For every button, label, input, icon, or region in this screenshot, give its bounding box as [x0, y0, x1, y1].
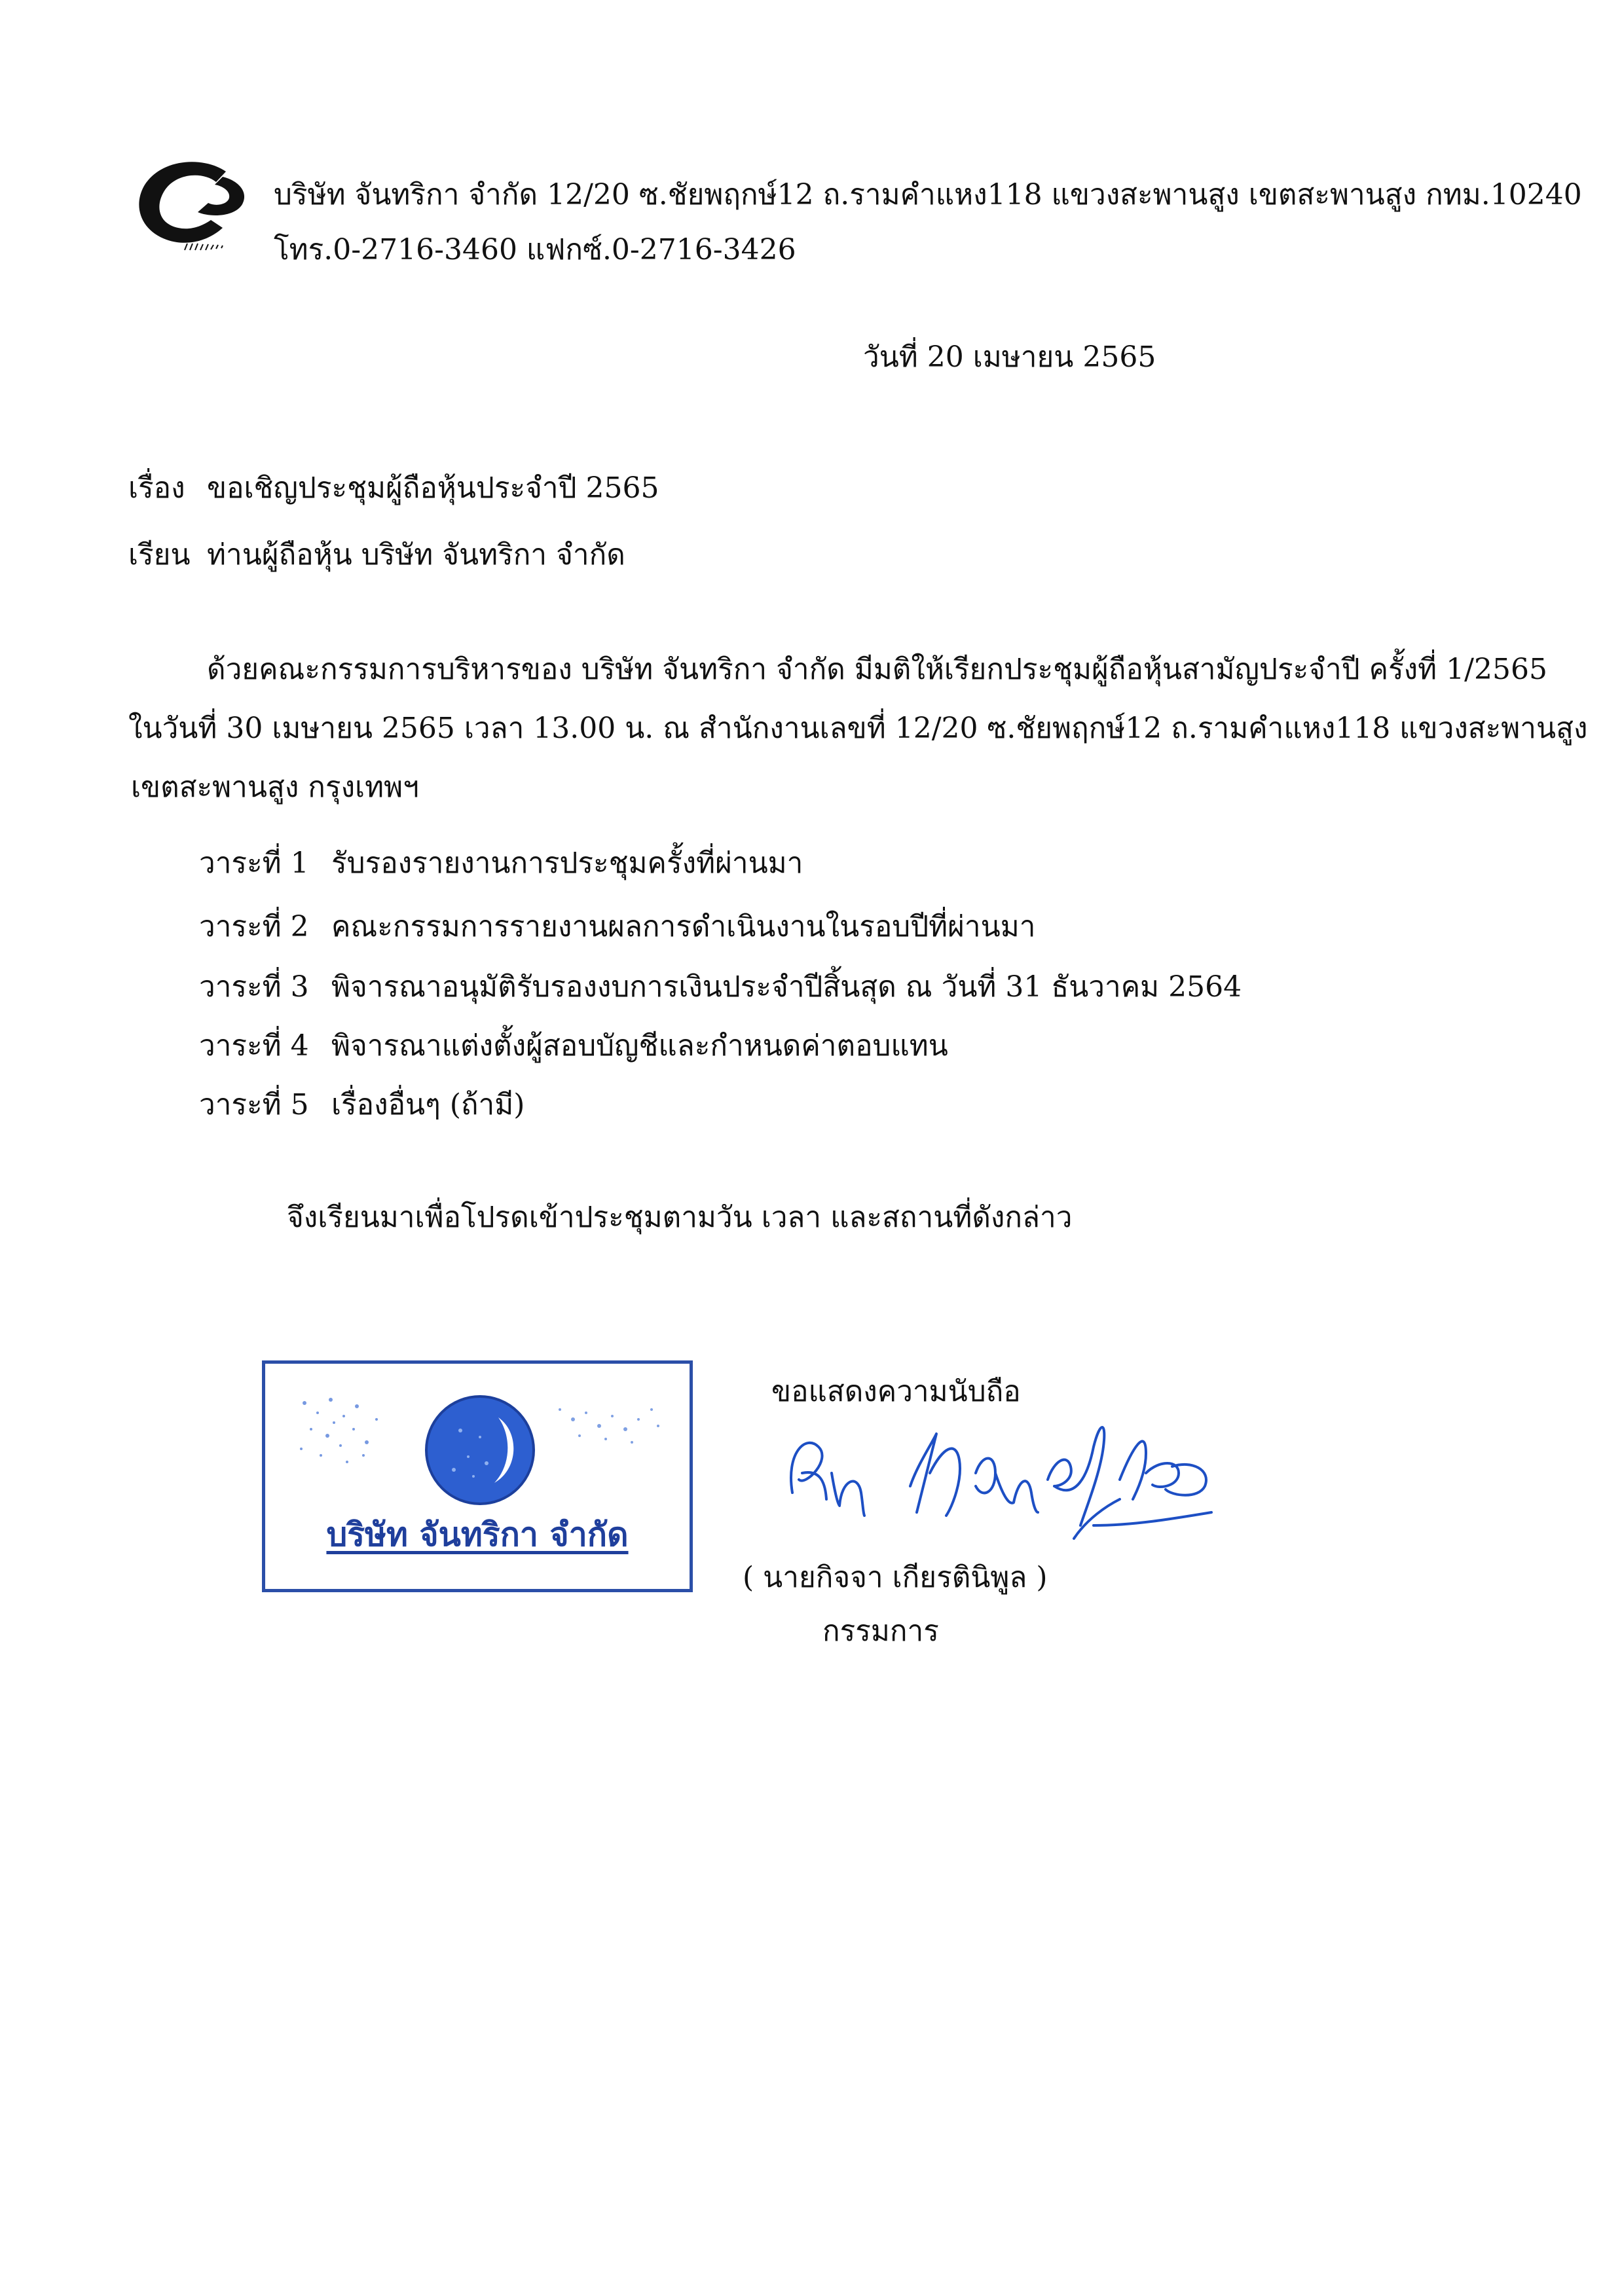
salutation-line	[128, 536, 625, 575]
body-line-2: ในวันที่ 30 เมษายน 2565 เวลา 13.00 น. ณ สำนักงานเลขที่ 12/20 ซ.ชัยพฤกษ์12 ถ.รามคำแหง118 แขวงสะพานสูง	[128, 712, 1588, 745]
subject-line	[128, 469, 659, 508]
agenda-number: วาระที่ 1	[199, 847, 309, 880]
letterhead-company-address: บริษัท จันทริกา จำกัด 12/20 ซ.ชัยพฤกษ์12 ถ.รามคำแหง118 แขวงสะพานสูง เขตสะพานสูง กทม.10240	[274, 178, 1582, 211]
agenda-item	[199, 1027, 948, 1066]
body-line-1: ด้วยคณะกรรมการบริหารของ บริษัท จันทริกา จำกัด มีมติให้เรียกประชุมผู้ถือหุ้นสามัญประจำปี ครั้งที่ 1/2565	[207, 653, 1547, 686]
agenda-text: รับรองรายงานการประชุมครั้งที่ผ่านมา	[331, 847, 803, 880]
stamp-speckle-icon	[553, 1396, 665, 1455]
subject-text: ขอเชิญประชุมผู้ถือหุ้นประจำปี 2565	[207, 471, 659, 505]
handwritten-signature	[779, 1408, 1238, 1565]
letterhead-contact: โทร.0-2716-3460 แฟกซ์.0-2716-3426	[274, 233, 796, 266]
body-line-3: เขตสะพานสูง กรุงเทพฯ	[131, 771, 419, 804]
agenda-item	[199, 968, 1242, 1007]
company-logo-icon	[124, 152, 288, 270]
stamp-seal-icon	[421, 1391, 539, 1509]
agenda-item	[199, 844, 803, 883]
agenda-item	[199, 907, 1035, 947]
stamp-speckle-icon	[291, 1390, 390, 1475]
agenda-number: วาระที่ 4	[199, 1029, 309, 1063]
closing-sentence: จึงเรียนมาเพื่อโปรดเข้าประชุมตามวัน เวลา และสถานที่ดังกล่าว	[287, 1201, 1073, 1234]
agenda-item	[199, 1085, 525, 1125]
agenda-text: เรื่องอื่นๆ (ถ้ามี)	[331, 1088, 525, 1121]
signer-name: ( นายกิจจา เกียรตินิพูล )	[743, 1561, 1048, 1594]
salutation-label: เรียน	[128, 538, 191, 572]
agenda-text: พิจารณาอนุมัติรับรองงบการเงินประจำปีสิ้นสุด ณ วันที่ 31 ธันวาคม 2564	[331, 970, 1242, 1004]
stamp-company-name: บริษัท จันทริกา จำกัด	[326, 1516, 629, 1554]
agenda-text: พิจารณาแต่งตั้งผู้สอบบัญชีและกำหนดค่าตอบแทน	[331, 1029, 948, 1063]
agenda-number: วาระที่ 2	[199, 910, 309, 943]
letter-date: วันที่ 20 เมษายน 2565	[863, 340, 1156, 374]
subject-label: เรื่อง	[128, 471, 185, 505]
agenda-text: คณะกรรมการรายงานผลการดำเนินงานในรอบปีที่ผ่านมา	[331, 910, 1036, 943]
regards-text: ขอแสดงความนับถือ	[771, 1375, 1021, 1408]
salutation-text: ท่านผู้ถือหุ้น บริษัท จันทริกา จำกัด	[207, 538, 625, 572]
company-stamp	[262, 1360, 693, 1592]
agenda-number: วาระที่ 3	[199, 970, 309, 1004]
signer-position: กรรมการ	[822, 1614, 939, 1648]
agenda-number: วาระที่ 5	[199, 1088, 309, 1121]
